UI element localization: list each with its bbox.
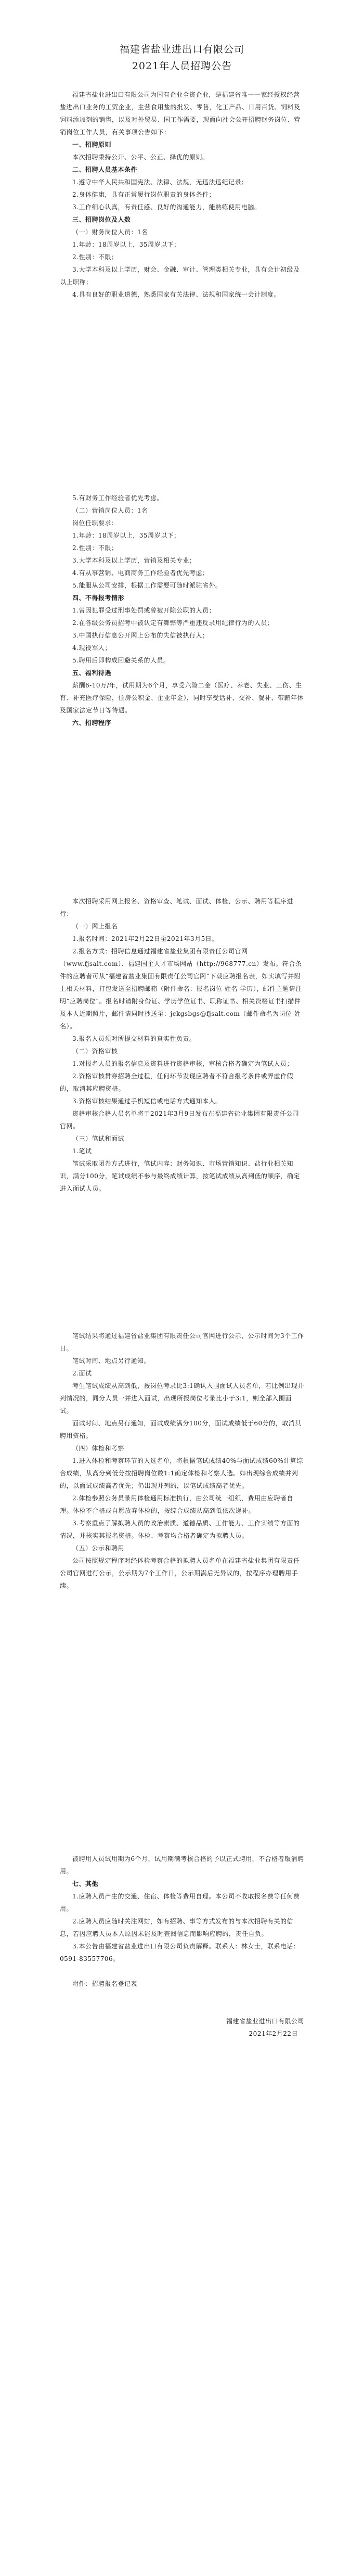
list-item: 4.具有良好的职业道德，熟悉国家有关法律、法规和国家统一会计制度。 bbox=[72, 291, 280, 298]
list-item: 3.大学本科及以上学历，财会、金融、审计、管理类相关专业，具有会计初级及以上职称； bbox=[60, 266, 300, 286]
list-item: 3.资格审核结果通过手机短信或电话方式通知本人。 bbox=[72, 1098, 222, 1105]
list-item: 5.有财务工作经验者优先考虑。 bbox=[72, 494, 163, 502]
list-item: 3.大学本科及以上学历，营销及相关专业； bbox=[72, 557, 196, 564]
list-item: 2.性别：不限； bbox=[72, 544, 118, 552]
list-item: 2.应聘人员应随时关注网站，如有招聘、事等方式发布的与本次招聘有关的信息，若因应聘人员本人原因未能及时查阅信息而影响应聘的，责任自负。 bbox=[60, 1918, 293, 1937]
attachment-link[interactable]: 附件：招聘报名登记表 bbox=[72, 1980, 138, 1987]
list-item: 1.年龄：18周岁以上，35周岁以下； bbox=[72, 532, 180, 539]
paragraph: 考生笔试成绩从高到低，按岗位考录比3:1确认入围面试人员名单，若比例出现并列情况的，同分人员一并进入面试，出现所报岗位考录比小于3:1，则全部入围面试。 bbox=[60, 1382, 304, 1414]
section-heading: 四、不得报考情形 bbox=[72, 594, 125, 602]
intro-paragraph: 福建省盐业进出口有限公司为国有企业全资企业，是福建省唯一一家经授权经营盐进出口业务的工贸企业，主营食用盐的批发、零售，化工产品、日用百货、饲料及饲料添加剂的销售，以及对外贸易、国工作需要，现面向社会公开招聘财务岗位、营销岗位工作人员，有关事项公告如下： bbox=[60, 91, 301, 136]
signature-date: 2021年2月22日 bbox=[249, 2030, 298, 2037]
list-item: 5.能服从公司安排，根据工作需要可随时派驻省外。 bbox=[72, 582, 222, 589]
paragraph: 本次招聘秉持公开、公平、公正、择优的原则。 bbox=[72, 154, 209, 161]
list-item: 1.曾因犯罪受过刑事处罚或曾被开除公职的人员； bbox=[72, 607, 215, 614]
list-item: 1.遵守中华人民共和国宪法、法律、法规，无违法违纪记录； bbox=[72, 178, 248, 186]
paragraph: 笔试采取闭卷方式进行，笔试内容：财务知识、市场营销知识、盐行业相关知识，满分100分，笔试成绩不参与最终成绩计算，按笔试成绩从高到低的顺序，确定进入面试人员。 bbox=[60, 1160, 300, 1192]
signature-org: 福建省盐业进出口有限公司 bbox=[226, 2018, 304, 2025]
subsection-heading: （三）笔试和面试 bbox=[72, 1135, 125, 1142]
paragraph: 面试时间、地点另行通知，面试成绩满分100分，面试成绩低于60分的，取消其聘用资格。 bbox=[60, 1420, 302, 1439]
paragraph: 岗位任职要求： bbox=[72, 519, 118, 527]
company-title: 福建省盐业进出口有限公司 bbox=[119, 44, 244, 55]
list-item: 2.报名方式：招聘信息通过福建省盐业集团有限责任公司官网（www.fjsalt.com）、福建国企人才市场网站（http://968777.cn）发布。符合条件的应聘者可从“福建省盐业集团有限责任公司官网”下载应聘报名表，如实填写并附上相关材料，打包发送至招聘邮箱（附件命名：报名岗位-姓名-学历），邮件主题请注明“应聘岗位”。报名时请附身份证、学历学位证书、职称证书、相关资格证书扫描件及本人近期照片，邮件请同时抄送至：jckgsbgs@fjsalt.com（邮件命名为岗位-姓名）。 bbox=[60, 948, 302, 1030]
list-item: 1.报名时间：2021年2月22日至2021年3月5日。 bbox=[72, 935, 218, 942]
section-heading: 一、招聘原则 bbox=[72, 141, 112, 148]
notice-block-a bbox=[60, 88, 304, 301]
subsection-heading: （二）营销岗位人员：1名 bbox=[72, 507, 148, 514]
list-item: 2.性别：不限； bbox=[72, 253, 118, 261]
section-heading: 三、招聘岗位及人数 bbox=[72, 216, 131, 223]
paragraph: 本次招聘采用网上报名、资格审查、笔试、面试、体检、公示、聘用等程序进行： bbox=[60, 898, 294, 917]
subsection-heading: （一）财务岗位人员：1名 bbox=[72, 228, 148, 236]
sub-item-heading: 2.面试 bbox=[72, 1370, 92, 1377]
list-item: 2.体检参照公务员录用体检通用标准执行，由公司统一组织，费用由应聘者自理。体检不合格或自愿放弃体检的，按综合成绩从高到低依次递补。 bbox=[60, 1495, 293, 1514]
notice-block-c bbox=[60, 895, 304, 1195]
list-item: 1.应聘人员产生的交通、住宿、体检等费用自理。本公司不收取报名费等任何费用。 bbox=[60, 1893, 300, 1912]
paragraph: 笔试结果将通过福建省盐业集团有限责任公司官网进行公示，公示时间为3个工作日。 bbox=[60, 1332, 304, 1352]
subsection-heading: （二）资格审核 bbox=[72, 1048, 118, 1055]
section-heading: 五、福利待遇 bbox=[72, 669, 112, 677]
subsection-heading: （一）网上报名 bbox=[72, 923, 118, 930]
section-heading: 六、招聘程序 bbox=[72, 719, 112, 726]
paragraph: 资格审核合格人员名单将于2021年3月9日发布在福建省盐业集团有限责任公司官网。 bbox=[60, 1110, 300, 1130]
list-item: 3.报名人员须对所提交材料的真实性负责。 bbox=[72, 1035, 196, 1042]
subsection-heading: （五）公示和聘用 bbox=[72, 1545, 125, 1552]
list-item: 3.工作细心认真，有责任感、良好的沟通能力，能熟练使用电脑。 bbox=[72, 203, 261, 211]
spacer bbox=[60, 1965, 304, 1978]
list-item: 2.在各级公务员招考中被认定有舞弊等严重违反录用纪律行为的人员； bbox=[72, 619, 274, 627]
list-item: 3.中国执行信息公开网上公布的失信被执行人； bbox=[72, 632, 209, 639]
list-item: 3.考察重点了解拟聘人员的政治素质、道德品质、工作能力、工作实绩等方面的情况，并核实其报名资格。体检、考察均合格者确定为拟聘人员。 bbox=[60, 1520, 300, 1539]
notice-title: 2021年人员招聘公告 bbox=[132, 60, 232, 72]
notice-block-e bbox=[60, 1853, 304, 2040]
sub-item-heading: 1.笔试 bbox=[72, 1147, 92, 1155]
section-heading: 二、招聘人员基本条件 bbox=[72, 166, 138, 173]
paragraph: 公司按照规定程序对经体检考察合格的拟聘人员名单在福建省盐业集团有限责任公司官网进行公示，公示期为7个工作日，公示期满后无异议的，按程序办理聘用手续。 bbox=[60, 1557, 300, 1589]
paragraph: 笔试时间、地点另行通知。 bbox=[72, 1357, 151, 1364]
list-item: 4.有从事营销、电商商务工作经验者优先考虑； bbox=[72, 569, 209, 577]
subsection-heading: （四）体检和考察 bbox=[72, 1445, 125, 1452]
list-item: 1.进入体检和考察环节的人选名单，将根据笔试成绩40%与面试成绩60%计算综合成绩，从高分到低分按招聘岗位数1:1确定体检和考察人选。如出现综合成绩并列的，以面试成绩高者优先；仍出现并列的，以笔试成绩高者优先。 bbox=[60, 1457, 303, 1489]
list-item: 2.身体健康，具有正常履行岗位职责的身体条件； bbox=[72, 191, 215, 198]
list-item: 1.年龄：18周岁以上，35周岁以下； bbox=[72, 241, 180, 248]
list-item: 4.现役军人； bbox=[72, 644, 111, 652]
list-item: 2.资格审核贯穿招聘全过程，任何环节发现应聘者不符合报考条件或弄虚作假的，取消其应聘资格。 bbox=[60, 1073, 293, 1092]
list-item: 3.本公告由福建省盐业进出口有限公司负责解释。联系人：林女士，联系电话：0591-83557706。 bbox=[60, 1943, 300, 1962]
list-item: 5.聘用后即构成回避关系的人员。 bbox=[72, 657, 170, 664]
notice-block-b bbox=[60, 492, 304, 729]
section-heading: 七、其他 bbox=[72, 1880, 99, 1888]
notice-block-d bbox=[60, 1330, 304, 1592]
spacer bbox=[60, 1990, 304, 2015]
paragraph: 被聘用人员试用期为6个月，试用期满考核合格的予以正式聘用，不合格者取消聘用。 bbox=[60, 1855, 304, 1875]
paragraph: 薪酬6-10万/年，试用期为6个月，享受六险二金（医疗、养老、失业、工伤、生育、补充医疗保险，住房公积金、企业年金），同时享受话补、交补、餐补、带薪年休及国家法定节日等待遇。 bbox=[60, 682, 304, 714]
list-item: 1.对报名人员的报名信息及资料进行资格审核，审核合格者确定为笔试人员； bbox=[72, 1060, 293, 1067]
